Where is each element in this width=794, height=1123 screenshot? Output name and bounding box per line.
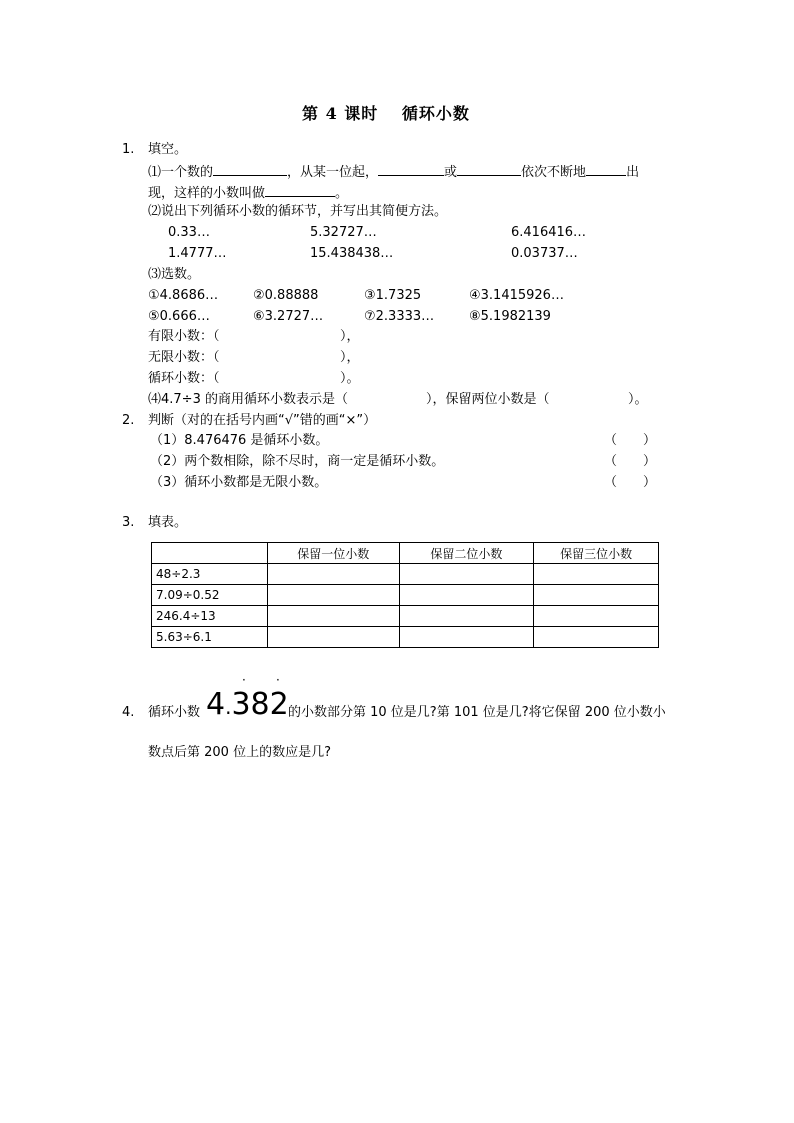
- decimal-item: 6.416416…: [511, 225, 587, 240]
- recurring-decimal-end: ）。: [340, 371, 360, 386]
- table-row: [152, 585, 659, 606]
- number-digit: 8: [250, 687, 270, 722]
- judge-answer-paren[interactable]: （ ）: [604, 475, 657, 490]
- question-3-number: 3.: [122, 515, 135, 530]
- q1-part1-text-a: ⑴一个数的: [148, 165, 214, 180]
- table-row: [152, 606, 659, 627]
- choice-item: ①4.8686…: [148, 288, 219, 303]
- table-answer-cell[interactable]: [267, 585, 399, 606]
- q1-part1-line2: [148, 183, 348, 200]
- blank-1[interactable]: [213, 162, 287, 176]
- q1-part3: ⑶选数。: [148, 267, 201, 282]
- infinite-decimal-answer[interactable]: [232, 351, 336, 365]
- number-digit: 2: [269, 687, 289, 722]
- decimal-item: 1.4777…: [168, 246, 227, 261]
- blank-2[interactable]: [378, 162, 444, 176]
- finite-decimal-end: ），: [340, 329, 360, 344]
- repeat-dot-mark: ·: [276, 673, 280, 687]
- table-answer-cell[interactable]: [534, 606, 659, 627]
- table-row-expression: 48÷2.3: [152, 564, 268, 585]
- rounding-table: [151, 542, 659, 648]
- table-header-cell: 保留二位小数: [399, 543, 534, 564]
- table-header-cell: [152, 543, 268, 564]
- choice-item: ⑥3.2727…: [253, 309, 324, 324]
- question-4-line2: 数点后第 200 位上的数应是几?: [148, 745, 331, 760]
- question-3-heading: 填表。: [148, 515, 188, 530]
- question-2-number: 2.: [122, 413, 135, 428]
- question-1-heading: 填空。: [148, 142, 188, 157]
- table-answer-cell[interactable]: [267, 606, 399, 627]
- choice-item: ②0.88888: [253, 288, 319, 303]
- judge-item: （2）两个数相除，除不尽时，商一定是循环小数。: [150, 454, 445, 469]
- recurring-decimal-answer[interactable]: [232, 372, 336, 386]
- number-digit: 3: [231, 687, 251, 722]
- number-integer-part: 4: [206, 687, 226, 722]
- table-row: [152, 627, 659, 648]
- table-answer-cell[interactable]: [267, 564, 399, 585]
- q1-part4-text-b: ），保留两位小数是（: [426, 392, 550, 407]
- question-2-heading: 判断（对的在括号内画“√”错的画“×”）: [148, 413, 377, 428]
- question-4-number: 4.: [122, 705, 135, 720]
- table-answer-cell[interactable]: [399, 585, 534, 606]
- table-row-expression: 246.4÷13: [152, 606, 268, 627]
- judge-item: （3）循环小数都是无限小数。: [150, 475, 328, 490]
- q1-part1-text-c: 或: [444, 165, 458, 180]
- question-4-prefix: 循环小数: [148, 705, 201, 720]
- q1-part2: ⑵说出下列循环小数的循环节，并写出其简便方法。: [148, 204, 448, 219]
- recurring-decimal-number: [206, 687, 289, 722]
- q1-part1-text-f: 现，这样的小数叫做: [148, 186, 266, 201]
- page-title: 第 4 课时 循环小数: [302, 104, 470, 123]
- table-header-cell: 保留三位小数: [534, 543, 659, 564]
- blank-4[interactable]: [586, 162, 626, 176]
- table-row-expression: 5.63÷6.1: [152, 627, 268, 648]
- finite-decimal-label: 有限小数：（: [148, 329, 220, 344]
- table-answer-cell[interactable]: [399, 564, 534, 585]
- decimal-item: 0.03737…: [511, 246, 578, 261]
- table-row-expression: 7.09÷0.52: [152, 585, 268, 606]
- decimal-item: 5.32727…: [310, 225, 377, 240]
- question-4-line1: 的小数部分第 10 位是几?第 101 位是几?将它保留 200 位小数小: [288, 705, 666, 720]
- blank-5[interactable]: [265, 183, 335, 197]
- choice-item: ③1.7325: [364, 288, 422, 303]
- recurring-decimal-label: 循环小数：（: [148, 371, 220, 386]
- table-header-cell: 保留一位小数: [267, 543, 399, 564]
- blank-3[interactable]: [457, 162, 521, 176]
- table-header-row: [152, 543, 659, 564]
- table-answer-cell[interactable]: [534, 564, 659, 585]
- table-answer-cell[interactable]: [399, 606, 534, 627]
- q1-part1-line1: [148, 162, 639, 179]
- repeat-dot-mark: ·: [242, 673, 246, 687]
- question-1-number: 1.: [122, 142, 135, 157]
- judge-item: （1）8.476476 是循环小数。: [150, 433, 329, 448]
- q1-part1-text-e: 出: [626, 165, 640, 180]
- choice-item: ⑦2.3333…: [364, 309, 435, 324]
- infinite-decimal-label: 无限小数：（: [148, 350, 220, 365]
- q1-part1-text-g: 。: [335, 186, 349, 201]
- table-row: [152, 564, 659, 585]
- q1-part4-answer-2[interactable]: [558, 393, 630, 407]
- choice-item: ⑤0.666…: [148, 309, 210, 324]
- q1-part4-text-c: ）。: [628, 392, 648, 407]
- infinite-decimal-end: ），: [340, 350, 360, 365]
- judge-answer-paren[interactable]: （ ）: [604, 454, 657, 469]
- table-answer-cell[interactable]: [399, 627, 534, 648]
- choice-item: ⑧5.1982139: [469, 309, 551, 324]
- q1-part1-text-b: ，从某一位起，: [287, 165, 379, 180]
- finite-decimal-answer[interactable]: [232, 330, 336, 344]
- q1-part4-answer-1[interactable]: [382, 393, 426, 407]
- number-decimal-point: .: [225, 695, 232, 719]
- q1-part4-text-a: ⑷4.7÷3 的商用循环小数表示是（: [148, 392, 348, 407]
- q1-part1-text-d: 依次不断地: [521, 165, 587, 180]
- decimal-item: 15.438438…: [310, 246, 394, 261]
- decimal-item: 0.33…: [168, 225, 210, 240]
- table-answer-cell[interactable]: [534, 585, 659, 606]
- table-answer-cell[interactable]: [534, 627, 659, 648]
- choice-item: ④3.1415926…: [469, 288, 564, 303]
- judge-answer-paren[interactable]: （ ）: [604, 433, 657, 448]
- table-answer-cell[interactable]: [267, 627, 399, 648]
